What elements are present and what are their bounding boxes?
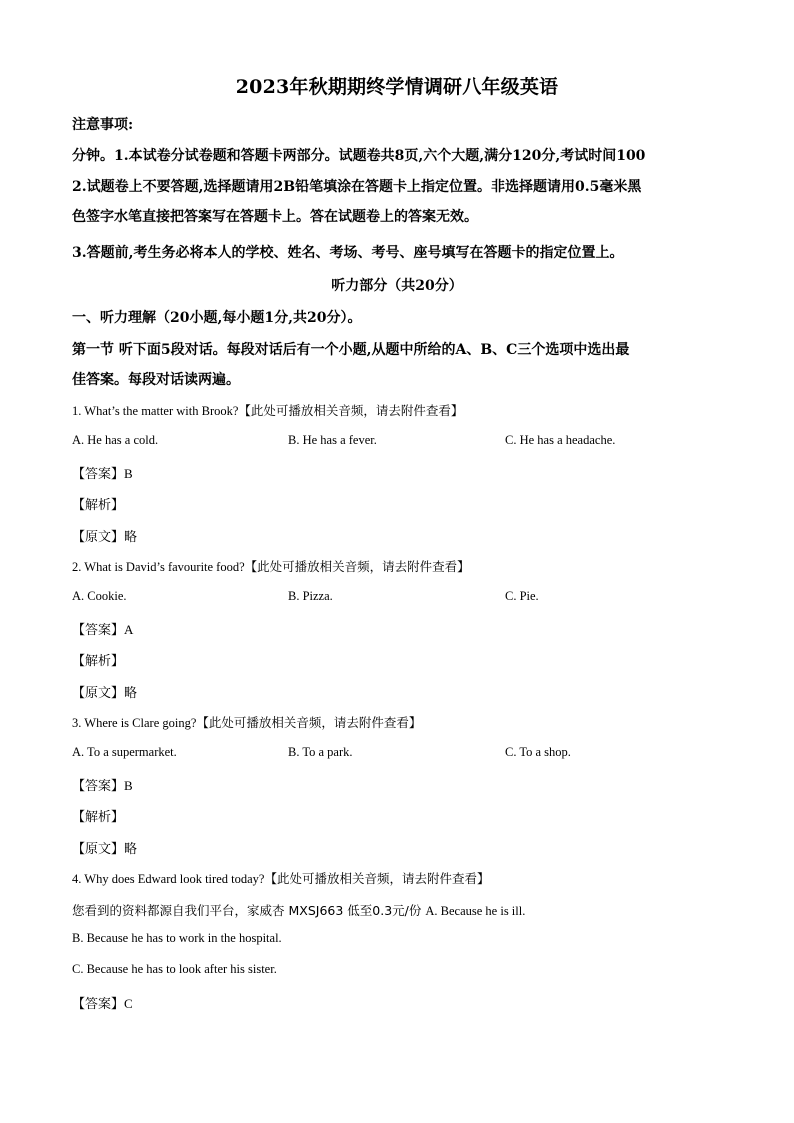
question-3-stem — [72, 713, 421, 731]
watermark-text: 您看到的资料都源自我们平台，家威杏 MXSJ663 低至0.3元/份 — [72, 903, 422, 918]
question-1-original — [72, 526, 137, 545]
question-1-stem — [72, 401, 463, 419]
question-2-original — [72, 682, 137, 701]
original-text: 略 — [124, 530, 138, 545]
question-stem-text: 3. Where is Clare going? — [72, 716, 197, 730]
section-instruction-b: 佳答案。每段对话读两遍。 — [72, 372, 240, 388]
answer-label: 【答案】 — [72, 623, 125, 638]
answer-label: 【答案】 — [72, 779, 125, 794]
question-stem-text: 2. What is David’s favourite food? — [72, 560, 245, 574]
answer-label: 【答案】 — [72, 997, 125, 1012]
question-1-option-c: C. He has a headache. — [505, 433, 616, 447]
question-3-option-b: B. To a park. — [288, 745, 353, 759]
notice-heading: 注意事项: — [72, 117, 134, 133]
answer-value: C — [124, 996, 133, 1011]
answer-value: A — [124, 622, 134, 637]
question-2-option-a: A. Cookie. — [72, 589, 127, 603]
question-4-answer — [72, 993, 133, 1012]
question-4-watermark-row — [72, 900, 525, 919]
question-stem-text: 1. What’s the matter with Brook? — [72, 404, 239, 418]
question-2-option-b: B. Pizza. — [288, 589, 333, 603]
notice-line-2a: 2.试题卷上不要答题,选择题请用2B铅笔填涂在答题卡上指定位置。非选择题请用0.5毫米黑 — [72, 179, 642, 195]
audio-note: 【此处可播放相关音频，请去附件查看】 — [196, 715, 422, 730]
question-2-stem — [72, 557, 470, 575]
question-3-option-a: A. To a supermarket. — [72, 745, 177, 759]
answer-value: B — [124, 466, 133, 481]
listening-part-title: 听力部分（共20分） — [331, 278, 463, 294]
original-label: 【原文】 — [72, 686, 125, 701]
section-heading: 一、听力理解（20小题,每小题1分,共20分）。 — [72, 310, 362, 326]
page-title: 2023年秋期期终学情调研八年级英语 — [235, 76, 559, 98]
answer-label: 【答案】 — [72, 467, 125, 482]
question-1-answer — [72, 463, 133, 482]
original-label: 【原文】 — [72, 530, 125, 545]
question-1-option-a: A. He has a cold. — [72, 433, 159, 447]
question-3-original — [72, 838, 137, 857]
question-1-analysis-label: 【解析】 — [72, 498, 125, 513]
question-4-option-a: A. Because he is ill. — [425, 904, 526, 918]
question-3-analysis-label: 【解析】 — [72, 810, 125, 825]
question-3-answer — [72, 775, 133, 794]
notice-line-3: 3.答题前,考生务必将本人的学校、姓名、考场、考号、座号填写在答题卡的指定位置上。 — [72, 245, 624, 261]
question-2-answer — [72, 619, 133, 638]
notice-line-1: 分钟。1.本试卷分试卷题和答题卡两部分。试题卷共8页,六个大题,满分120分,考试时间100 — [72, 148, 646, 164]
original-label: 【原文】 — [72, 842, 125, 857]
question-4-option-c: C. Because he has to look after his sister. — [72, 962, 277, 976]
section-instruction-a: 第一节 听下面5段对话。每段对话后有一个小题,从题中所给的A、B、C三个选项中选出最 — [72, 342, 630, 358]
audio-note: 【此处可播放相关音频，请去附件查看】 — [238, 403, 464, 418]
answer-value: B — [124, 778, 133, 793]
question-4-stem — [72, 869, 489, 887]
audio-note: 【此处可播放相关音频，请去附件查看】 — [244, 559, 470, 574]
original-text: 略 — [124, 686, 138, 701]
question-2-option-c: C. Pie. — [505, 589, 539, 603]
question-4-option-b: B. Because he has to work in the hospital. — [72, 931, 282, 945]
question-3-option-c: C. To a shop. — [505, 745, 571, 759]
audio-note: 【此处可播放相关音频，请去附件查看】 — [264, 871, 490, 886]
original-text: 略 — [124, 842, 138, 857]
question-2-analysis-label: 【解析】 — [72, 654, 125, 669]
notice-line-2b: 色签字水笔直接把答案写在答题卡上。答在试题卷上的答案无效。 — [72, 209, 478, 225]
question-stem-text: 4. Why does Edward look tired today? — [72, 872, 265, 886]
question-1-option-b: B. He has a fever. — [288, 433, 377, 447]
